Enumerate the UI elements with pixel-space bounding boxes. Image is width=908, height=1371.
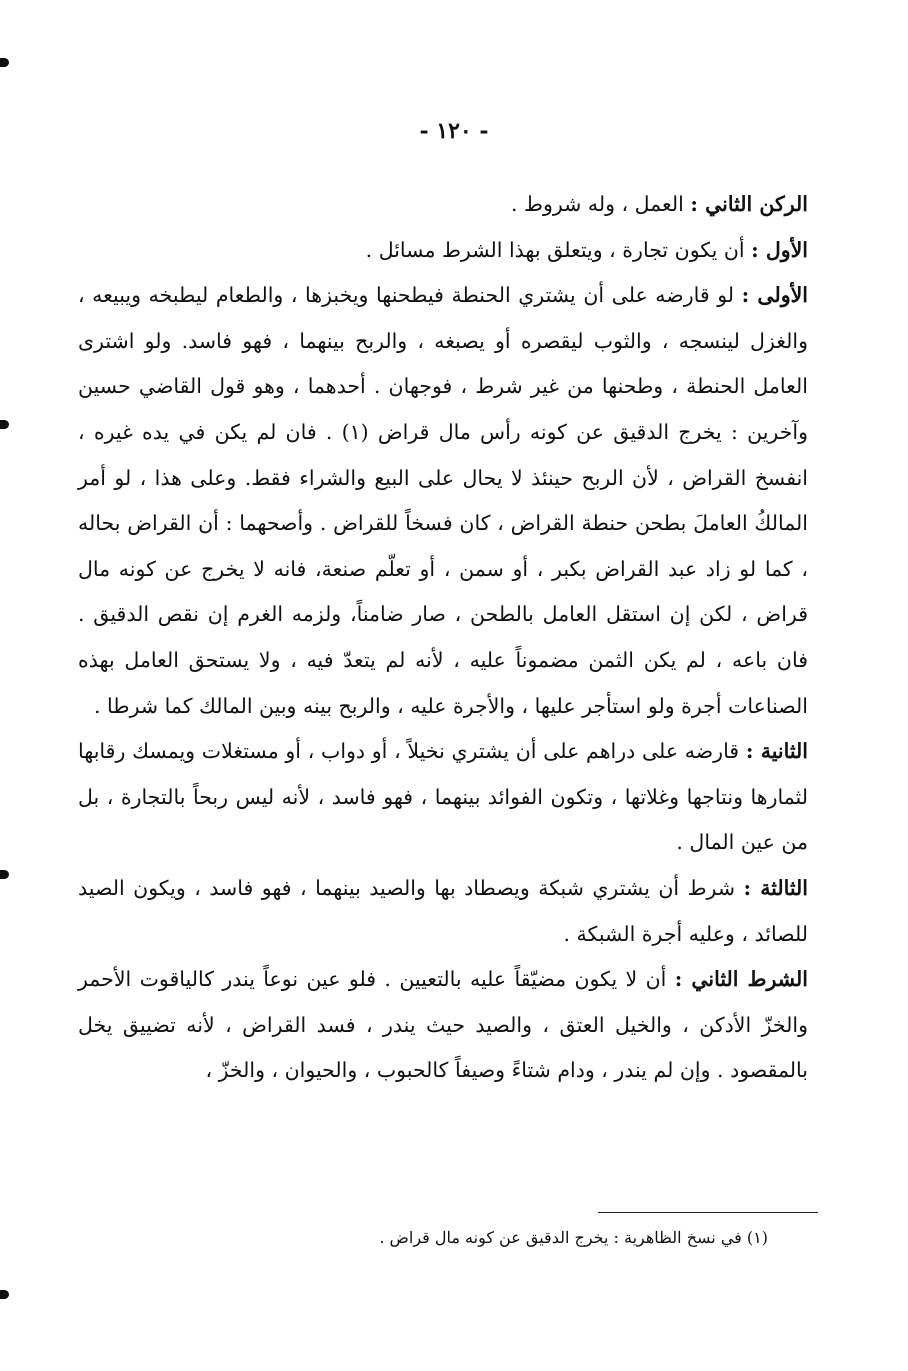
paragraph-heading: الأولى : <box>741 283 808 308</box>
body-text <box>78 182 808 1094</box>
paragraph-text: أن يكون تجارة ، ويتعلق بهذا الشرط مسائل . <box>365 237 752 262</box>
paragraph <box>78 866 808 957</box>
paragraph-text: أن لا يكون مضيّقاً عليه بالتعيين . فلو عين نوعاً يندر كالياقوت الأحمر والخزّ الأدكن ، والخيل العتق ، والصيد حيث يندر ، فسد القراض ، لأنه تضييق يخل بالمقصود . وإن لم يندر ، ودام شتاءً وصيفاً كالحبوب ، والحيوان ، والخزّ ، <box>78 967 808 1083</box>
paragraph-heading: الأول : <box>751 237 808 262</box>
paragraph <box>78 228 808 274</box>
footnote: (١) في نسخ الظاهرية : يخرج الدقيق عن كونه مال قراض . <box>379 1228 768 1247</box>
paragraph <box>78 182 808 228</box>
paragraph <box>78 273 808 729</box>
footnote-divider <box>598 1212 818 1213</box>
paragraph-text: قارضه على دراهم على أن يشتري نخيلاً ، أو دواب ، أو مستغلات ويمسك رقابها لثمارها ونتاجها وغلاتها ، وتكون الفوائد بينهما ، فهو فاسد ، لأنه ليس ربحاً بالتجارة ، بل من عين المال . <box>78 739 808 855</box>
paragraph-heading: الركن الثاني : <box>690 192 808 216</box>
margin-tick-mark <box>0 420 9 429</box>
paragraph-text: لو قارضه على أن يشتري الحنطة فيطحنها ويخبزها ، والطعام ليطبخه ويبيعه ، والغزل لينسجه ، والثوب ليقصره أو يصبغه ، والربح بينهما ، فهو فاسد. ولو اشترى العامل الحنطة ، وطحنها من غير شرط ، فوجهان . أحدهما ، وهو قول القاضي حسين وآخرين : يخرج الدقيق عن كونه رأس مال قراض (١) . فان لم يكن في يده غيره ، انفسخ القراض ، لأن الربح حينئذ لا يحال على البيع والشراء فقط. وعلى هذا ، لو أمر المالكُ العاملَ بطحن حنطة القراض ، كان فسخاً للقراض . وأصحهما : أن القراض بحاله ، كما لو زاد عبد القراض بكبر ، أو سمن ، أو تعلّم صنعة، فانه لا يخرج عن كونه مال قراض ، لكن إن استقل العامل بالطحن ، صار ضامناً، ولزمه الغرم إن نقص الدقيق . فان باعه ، لم يكن الثمن مضموناً عليه ، لأنه لم يتعدّ فيه ، ولا يستحق العامل بهذه الصناعات أجرة ولو استأجر عليها ، والأجرة عليه ، والربح بينه وبين المالك كما شرطا . <box>78 283 808 718</box>
paragraph-heading: الثالثة : <box>743 875 808 900</box>
margin-tick-mark <box>0 1290 9 1299</box>
paragraph <box>78 957 808 1094</box>
paragraph-heading: الشرط الثاني : <box>674 967 808 992</box>
margin-tick-mark <box>0 870 9 879</box>
paragraph-heading: الثانية : <box>745 739 808 764</box>
paragraph <box>78 729 808 866</box>
paragraph-text: العمل ، وله شروط . <box>510 192 691 216</box>
paragraph-text: شرط أن يشتري شبكة ويصطاد بها والصيد بينهما ، فهو فاسد ، ويكون الصيد للصائد ، وعليه أجرة الشبكة . <box>78 875 808 946</box>
page-number: - ١٢٠ - <box>419 118 489 144</box>
margin-tick-mark <box>0 58 9 67</box>
